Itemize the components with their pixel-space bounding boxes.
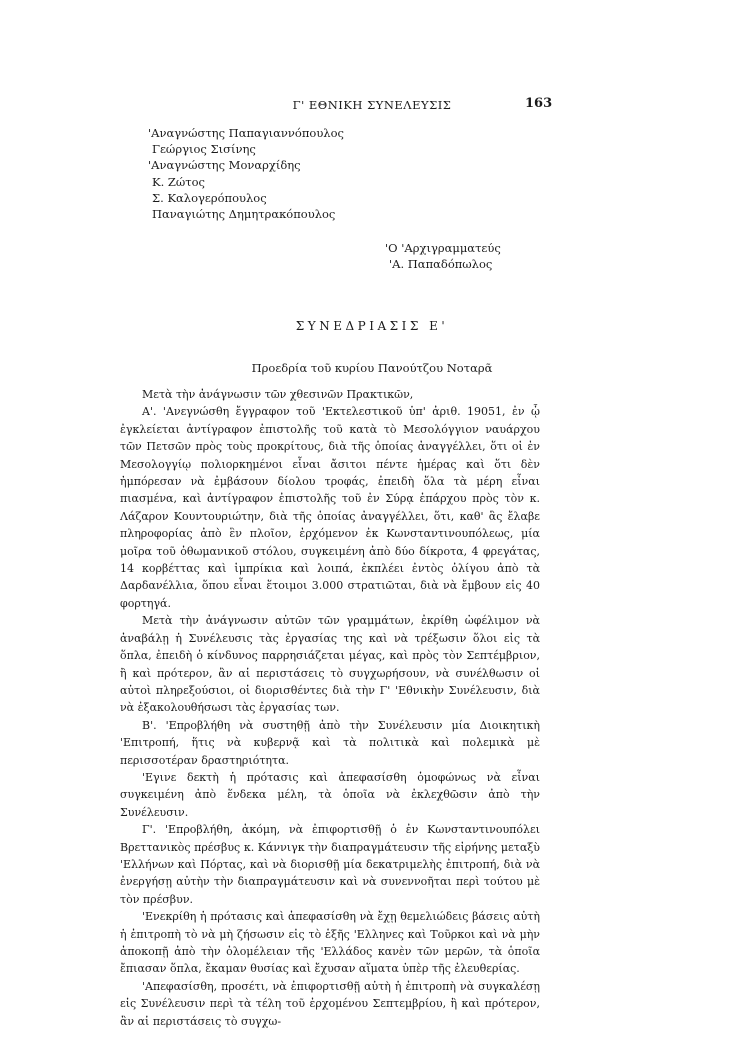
signatory: Κ. Ζώτος [152,174,205,189]
signatory: Γεώργιος Σισίνης [152,142,256,157]
session-title: ΣΥΝΕΔΡΙΑΣΙΣ Ε' [295,319,449,333]
minutes-body [120,386,540,1030]
signatory: Σ. Καλογερόπουλος [152,190,267,205]
secretary-name: 'Α. Παπαδόπωλος [389,257,493,272]
paragraph: 'Απεφασίσθη, προσέτι, νὰ ἐπιφορτισθῇ αὐτὴ ἡ ἐπιτροπὴ νὰ συγκαλέσῃ εἰς Συνέλευσιν περὶ τὰ τέλη τοῦ ἐρχομένου Σεπτεμβρίου, ἢ καὶ πρότερον, ἂν αἱ περιστάσεις τὸ συγχω- [120,979,540,1028]
presidency-line: Προεδρία τοῦ κυρίου Πανούτζου Νοταρᾶ [251,361,493,375]
paragraph: Α'. 'Ανεγνώσθη ἔγγραφον τοῦ 'Εκτελεστικοῦ ὑπ' ἀριθ. 19051, ἐν ᾧ ἐγκλείεται ἀντίγραφον ἐπιστολῆς τοῦ κατὰ τὸ Μεσολόγγιον ναυάρχου τῶν Πετσῶν πρὸς τοὺς προκρίτους, διὰ τῆς ὁποίας ἀναγγέλλει, ὅτι οἱ ἐν Μεσολογγίῳ πολιορκημένοι εἶναι ἄσιτοι πέντε ἡμέρας καὶ ὅτι δὲν ἠμπόρεσαν νὰ ἐμβάσουν δίολου τροφάς, ἐπειδὴ ὅλα τὰ μέρη εἶναι πιασμένα, καὶ ἀντίγραφον ἐπιστολῆς τοῦ ἐν Σύρᾳ ἐπάρχου πρὸς τὸν κ. Λάζαρον Κουντουριώτην, διὰ τῆς ὁποίας ἀναγγέλλει, ὅτι, καθ' ἃς ἔλαβε πληροφορίας ἀπὸ ἓν πλοῖον, ἐρχόμενον ἐκ Κωνσταντινουπόλεως, μία μοῖρα τοῦ ὀθωμανικοῦ στόλου, συγκειμένη ἀπὸ δύο δίκροτα, 4 φρεγάτας, 14 κορβέττας καὶ ἱμπρίκια καὶ λοιπά, ἐκπλέει ἐντὸς ὀλίγου ἀπὸ τὰ Δαρδανέλλια, ὅπου εἶναι ἕτοιμοι 3.000 στρατιῶται, διὰ νὰ ἔμβουν εἰς 40 φορτηγά. [120,405,540,610]
page-number: 163 [525,96,553,111]
paragraph: Γ'. 'Επροβλήθη, ἀκόμη, νὰ ἐπιφορτισθῇ ὁ ἐν Κωνσταντινουπόλει Βρεττανικὸς πρέσβυς κ. Κάννιγκ τὴν διαπραγμάτευσιν τῆς εἰρήνης μεταξὺ 'Ελλήνων καὶ Πόρτας, καὶ νὰ διορισθῇ μία δεκατριμελὴς ἐπιτροπή, διὰ νὰ ἐνεργήσῃ αὐτὴν τὴν διαπραγμάτευσιν καὶ νὰ συνεννοῆται περὶ τούτου μὲ τὸν πρέσβυν. [120,823,540,906]
secretary-title: 'Ο 'Αρχιγραμματεύς [385,241,501,255]
paragraph: Μετὰ τὴν ἀνάγνωσιν αὐτῶν τῶν γραμμάτων, ἐκρίθη ὠφέλιμον νὰ ἀναβάλῃ ἡ Συνέλευσις τὰς ἐργασίας της καὶ νὰ τρέξωσιν ὅλοι εἰς τὰ ὅπλα, ἐπειδὴ ὁ κίνδυνος παρρησιάζεται μέγας, καὶ πρὸς τὸν Σεπτέμβριον, ἢ καὶ πρότερον, ἂν αἱ περιστάσεις τὸ συγχωρήσουν, νὰ συνέλθωσιν οἱ αὐτοὶ πληρεξούσιοι, οἱ διορισθέντες διὰ τὴν Γ' 'Εθνικὴν Συνέλευσιν, διὰ νὰ ἐξακολουθήσωσι τὰς ἐργασίας των. [120,614,540,715]
signatory: 'Αναγνώστης Μοναρχίδης [148,158,301,173]
paragraph: Μετὰ τὴν ἀνάγνωσιν τῶν χθεσινῶν Πρακτικῶν, [142,388,414,401]
signatories-list [148,125,344,222]
paragraph: 'Εγινε δεκτὴ ἡ πρότασις καὶ ἀπεφασίσθη ὁμοφώνως νὰ εἶναι συγκειμένη ἀπὸ ἕνδεκα μέλη, τὰ ὁποῖα νὰ ἐκλεχθῶσιν ἀπὸ τὴν Συνέλευσιν. [120,770,540,819]
secretary-signature [385,240,501,272]
signatory: 'Αναγνώστης Παπαγιαννόπουλος [148,126,344,140]
paragraph: Β'. 'Επροβλήθη νὰ συστηθῇ ἀπὸ τὴν Συνέλευσιν μία Διοικητικὴ 'Επιτροπή, ἥτις νὰ κυβερνᾷ καὶ τὰ πολιτικὰ καὶ πολεμικὰ μὲ περισσοτέραν δραστηριότητα. [120,718,540,767]
signatory: Παναγιώτης Δημητρακόπουλος [152,207,336,222]
running-head: Γ' ΕΘΝΙΚΗ ΣΥΝΕΛΕΥΣΙΣ [292,98,452,112]
paragraph: 'Ενεκρίθη ἡ πρότασις καὶ ἀπεφασίσθη νὰ ἔχῃ θεμελιώδεις βάσεις αὐτὴ ἡ ἐπιτροπὴ τὸ νὰ μὴ ζήσωσιν εἰς τὸ ἑξῆς 'Ελληνες καὶ Τοῦρκοι καὶ νὰ μὴν ἀποκοπῇ ἀπὸ τὴν ὁλομέλειαν τῆς 'Ελλάδος κανὲν τῶν μερῶν, τὰ ὁποῖα ἔπιασαν ὅπλα, ἔκαμαν θυσίας καὶ ἔχυσαν αἵματα ὑπὲρ τῆς ἐλευθερίας. [120,910,540,976]
